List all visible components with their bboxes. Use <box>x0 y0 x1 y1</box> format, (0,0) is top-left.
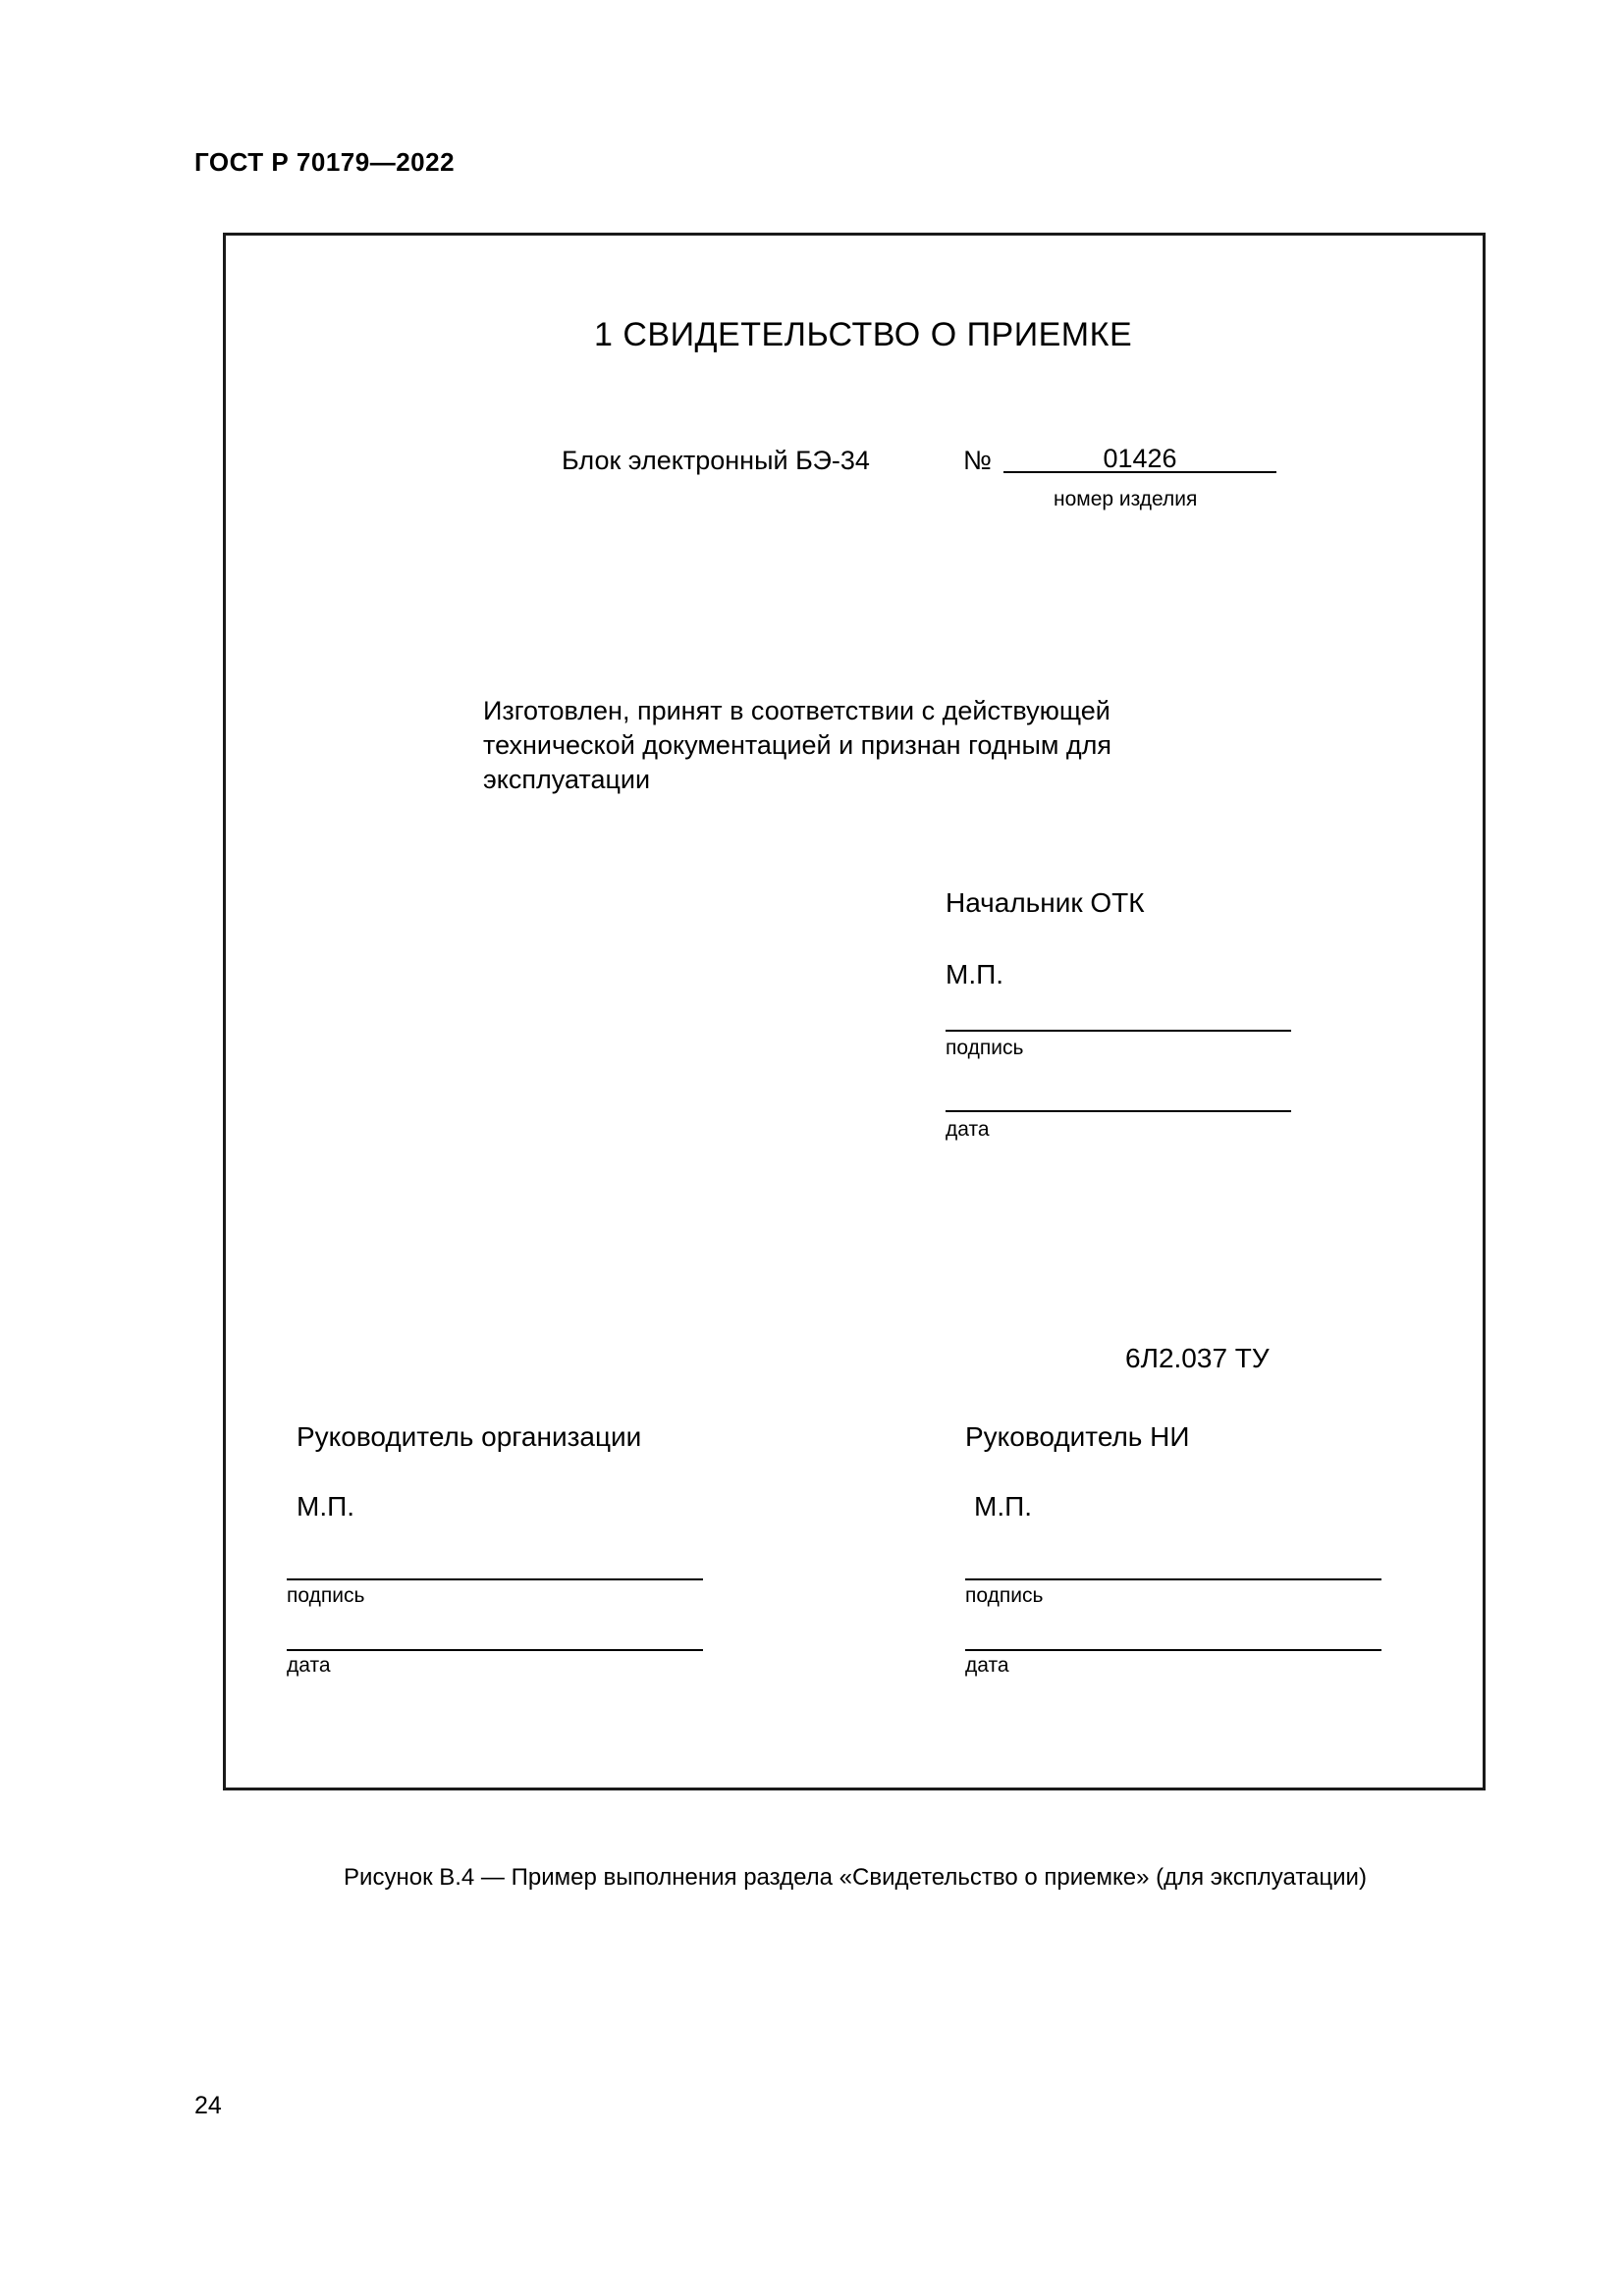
page-number: 24 <box>194 2092 222 2119</box>
otk-seal-label: М.П. <box>946 959 1004 989</box>
number-sign: № <box>963 446 992 475</box>
org-date-caption: дата <box>287 1654 331 1677</box>
ni-signature-line <box>965 1578 1381 1580</box>
serial-number-value: 01426 <box>1103 444 1177 473</box>
otk-signature-caption: подпись <box>946 1037 1024 1059</box>
serial-number-caption: номер изделия <box>1054 488 1198 510</box>
org-seal-label: М.П. <box>297 1491 355 1522</box>
ni-seal-label: М.П. <box>974 1491 1033 1522</box>
otk-signature-line <box>946 1030 1291 1032</box>
document-standard-header: ГОСТ Р 70179—2022 <box>194 147 456 177</box>
product-name: Блок электронный БЭ-34 <box>562 446 870 475</box>
org-signature-line <box>287 1578 703 1580</box>
statement-line: технической документацией и признан годным для <box>483 730 1112 760</box>
ni-date-caption: дата <box>965 1654 1009 1677</box>
statement-line: эксплуатации <box>483 765 651 794</box>
org-signature-caption: подпись <box>287 1584 365 1607</box>
otk-date-line <box>946 1110 1291 1112</box>
ni-date-line <box>965 1649 1381 1651</box>
certificate-title: 1 СВИДЕТЕЛЬСТВО О ПРИЕМКЕ <box>594 316 1133 353</box>
figure-caption: Рисунок В.4 — Пример выполнения раздела «Свидетельство о приемке» (для эксплуатации) <box>344 1864 1367 1891</box>
org-date-line <box>287 1649 703 1651</box>
org-head-title: Руководитель организации <box>297 1421 642 1452</box>
ni-head-title: Руководитель НИ <box>965 1421 1190 1452</box>
otk-head-title: Начальник ОТК <box>946 887 1145 918</box>
ni-signature-caption: подпись <box>965 1584 1044 1607</box>
acceptance-statement <box>483 694 1111 797</box>
otk-date-caption: дата <box>946 1118 990 1141</box>
statement-line: Изготовлен, принят в соответствии с действующей <box>483 696 1110 725</box>
spec-reference: 6Л2.037 ТУ <box>1125 1343 1270 1373</box>
